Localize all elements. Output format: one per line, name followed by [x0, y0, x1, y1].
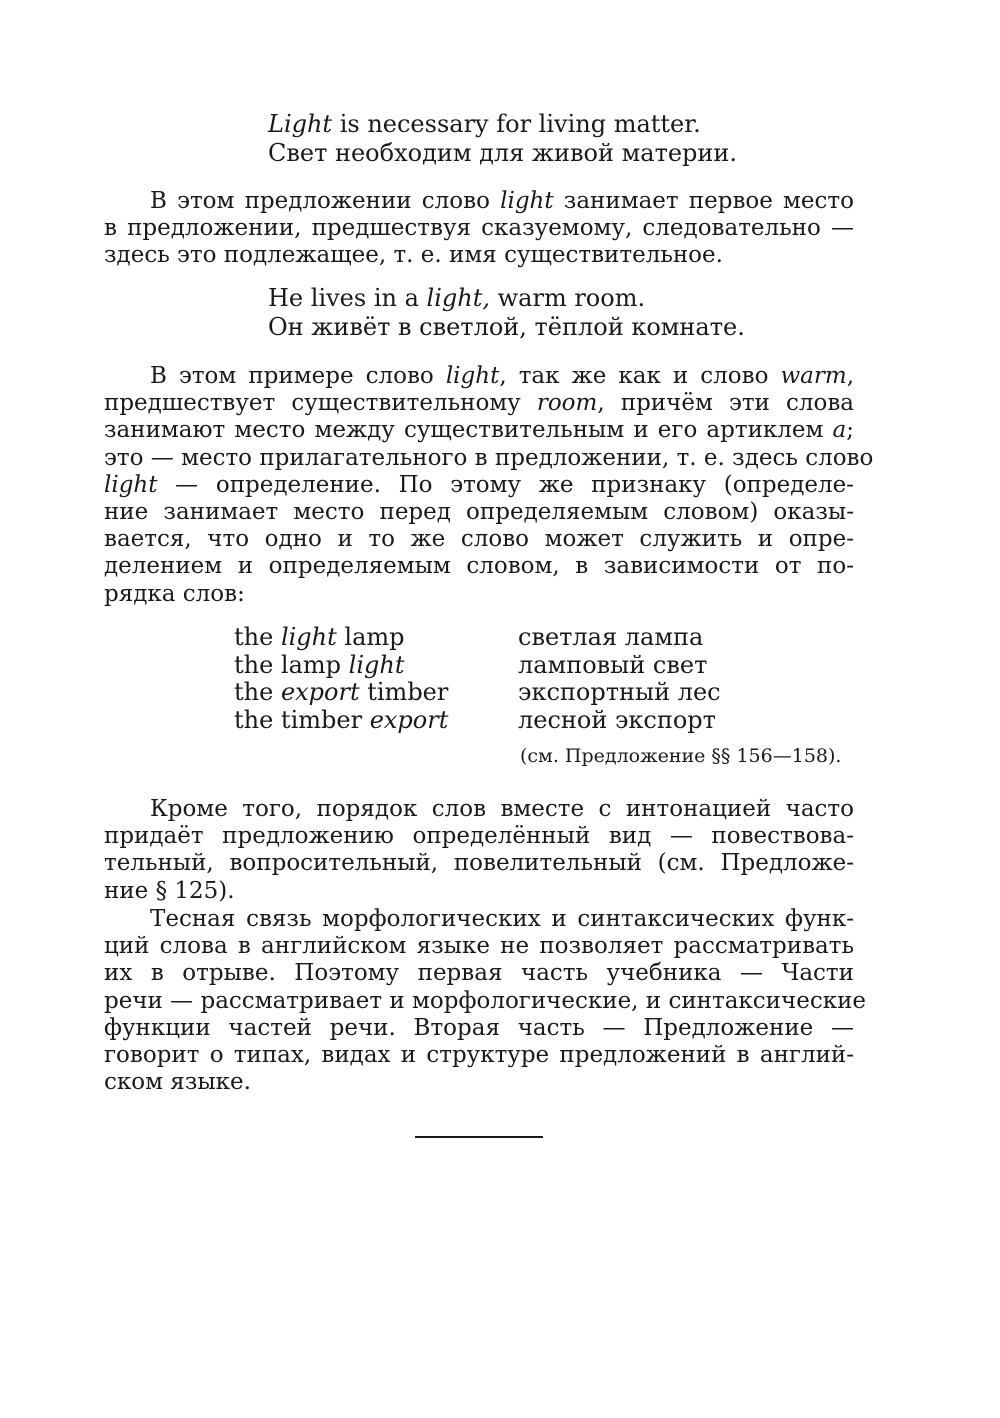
section-divider [415, 1136, 543, 1138]
paragraph-line: в предложении, предшествуя сказуемому, следовательно — [104, 215, 854, 242]
example-2-russian: Он живёт в светлой, тёплой комнате. [268, 313, 745, 341]
text: — определение. По этому же признаку (определе- [157, 471, 854, 498]
example-2-english [268, 284, 745, 313]
paragraph-4 [104, 906, 867, 1096]
paragraph-line: придаёт предложению определённый вид — повествова- [104, 823, 854, 850]
italic-word: light [104, 471, 158, 498]
table-row [234, 707, 721, 735]
text: lamp [336, 623, 405, 651]
text: ; [846, 417, 854, 444]
paragraph-2 [104, 363, 874, 608]
italic-word: light, [426, 284, 490, 312]
paragraph-line [104, 363, 854, 390]
paragraph-line: рядка слов: [104, 580, 245, 607]
italic-word: light [445, 363, 500, 389]
russian-translation: ламповый свет [518, 650, 708, 679]
italic-word: Light [268, 110, 333, 138]
english-phrase [234, 652, 518, 680]
paragraph-line: ние § 125). [104, 877, 235, 904]
italic-word: a [832, 417, 847, 444]
english-phrase [234, 679, 518, 707]
italic-word: light [280, 623, 337, 651]
italic-word: warm [780, 363, 847, 389]
table-row [234, 624, 721, 652]
italic-word: light [500, 188, 554, 214]
paragraph-line: делением и определяемым словом, в зависимости от по- [104, 553, 854, 580]
paragraph-line [104, 417, 854, 444]
example-2 [268, 284, 745, 342]
example-1-russian: Свет необходим для живой материи. [268, 139, 738, 167]
example-1-english [268, 110, 737, 139]
text: the [234, 623, 281, 651]
text: warm room. [489, 284, 646, 312]
text: the [234, 678, 281, 706]
paragraph-line: Кроме того, порядок слов вместе с интонацией часто [150, 796, 854, 822]
text: В этом предложении слово [150, 188, 501, 214]
paragraph-line [104, 472, 854, 499]
paragraph-line: ние занимает место перед определяемым словом) оказы- [104, 499, 854, 526]
paragraph-line: речи — рассматривает и морфологические, и синтаксические [104, 987, 867, 1014]
russian-translation: светлая лампа [518, 623, 704, 651]
paragraph-1 [104, 188, 854, 270]
italic-word: export [280, 678, 360, 706]
paragraph-line: вается, что одно и то же слово может служить и опре- [104, 526, 854, 553]
text: , причём эти слова [597, 390, 854, 417]
italic-word: light [348, 650, 405, 679]
paragraph-3 [104, 796, 854, 905]
text: the lamp [234, 650, 349, 679]
table-row [234, 652, 721, 680]
text: , [846, 363, 855, 389]
paragraph-line [104, 390, 854, 417]
russian-translation: экспортный лес [518, 678, 721, 706]
word-order-table [234, 624, 721, 734]
paragraph-line: ций слова в английском языке не позволяет рассматривать [104, 933, 854, 960]
text: is necessary for living matter. [332, 110, 701, 138]
paragraph-line: Тесная связь морфологических и синтаксических функ- [150, 906, 854, 932]
paragraph-line: это — место прилагательного в предложении, т. е. здесь слово [104, 444, 874, 471]
english-phrase [234, 707, 518, 735]
italic-word: room [536, 390, 598, 417]
text: занимают место между существительным и его артиклем [104, 417, 833, 444]
english-phrase [234, 624, 518, 652]
paragraph-line [104, 188, 854, 215]
text: , так же как и слово [499, 363, 781, 389]
table-row [234, 679, 721, 707]
italic-word: export [369, 705, 449, 734]
paragraph-line: ском языке. [104, 1069, 251, 1096]
paragraph-line: функции частей речи. Вторая часть — Предложение — [104, 1014, 854, 1041]
text: timber [359, 678, 449, 706]
paragraph-line: говорит о типах, видах и структуре предложений в англий- [104, 1042, 854, 1069]
reference-note: (см. Предложение §§ 156—158). [520, 745, 842, 767]
text: He lives in a [268, 284, 427, 312]
paragraph-line: тельный, вопросительный, повелительный (см. Предложе- [104, 850, 854, 877]
text: предшествует существительному [104, 390, 537, 417]
paragraph-line: их в отрыве. Поэтому первая часть учебника — Части [104, 960, 854, 987]
text: В этом примере слово [150, 363, 446, 389]
russian-translation: лесной экспорт [518, 705, 716, 734]
text: занимает первое место [553, 188, 854, 214]
text: the timber [234, 705, 370, 734]
example-1 [268, 110, 737, 168]
paragraph-line: здесь это подлежащее, т. е. имя существительное. [104, 242, 723, 269]
